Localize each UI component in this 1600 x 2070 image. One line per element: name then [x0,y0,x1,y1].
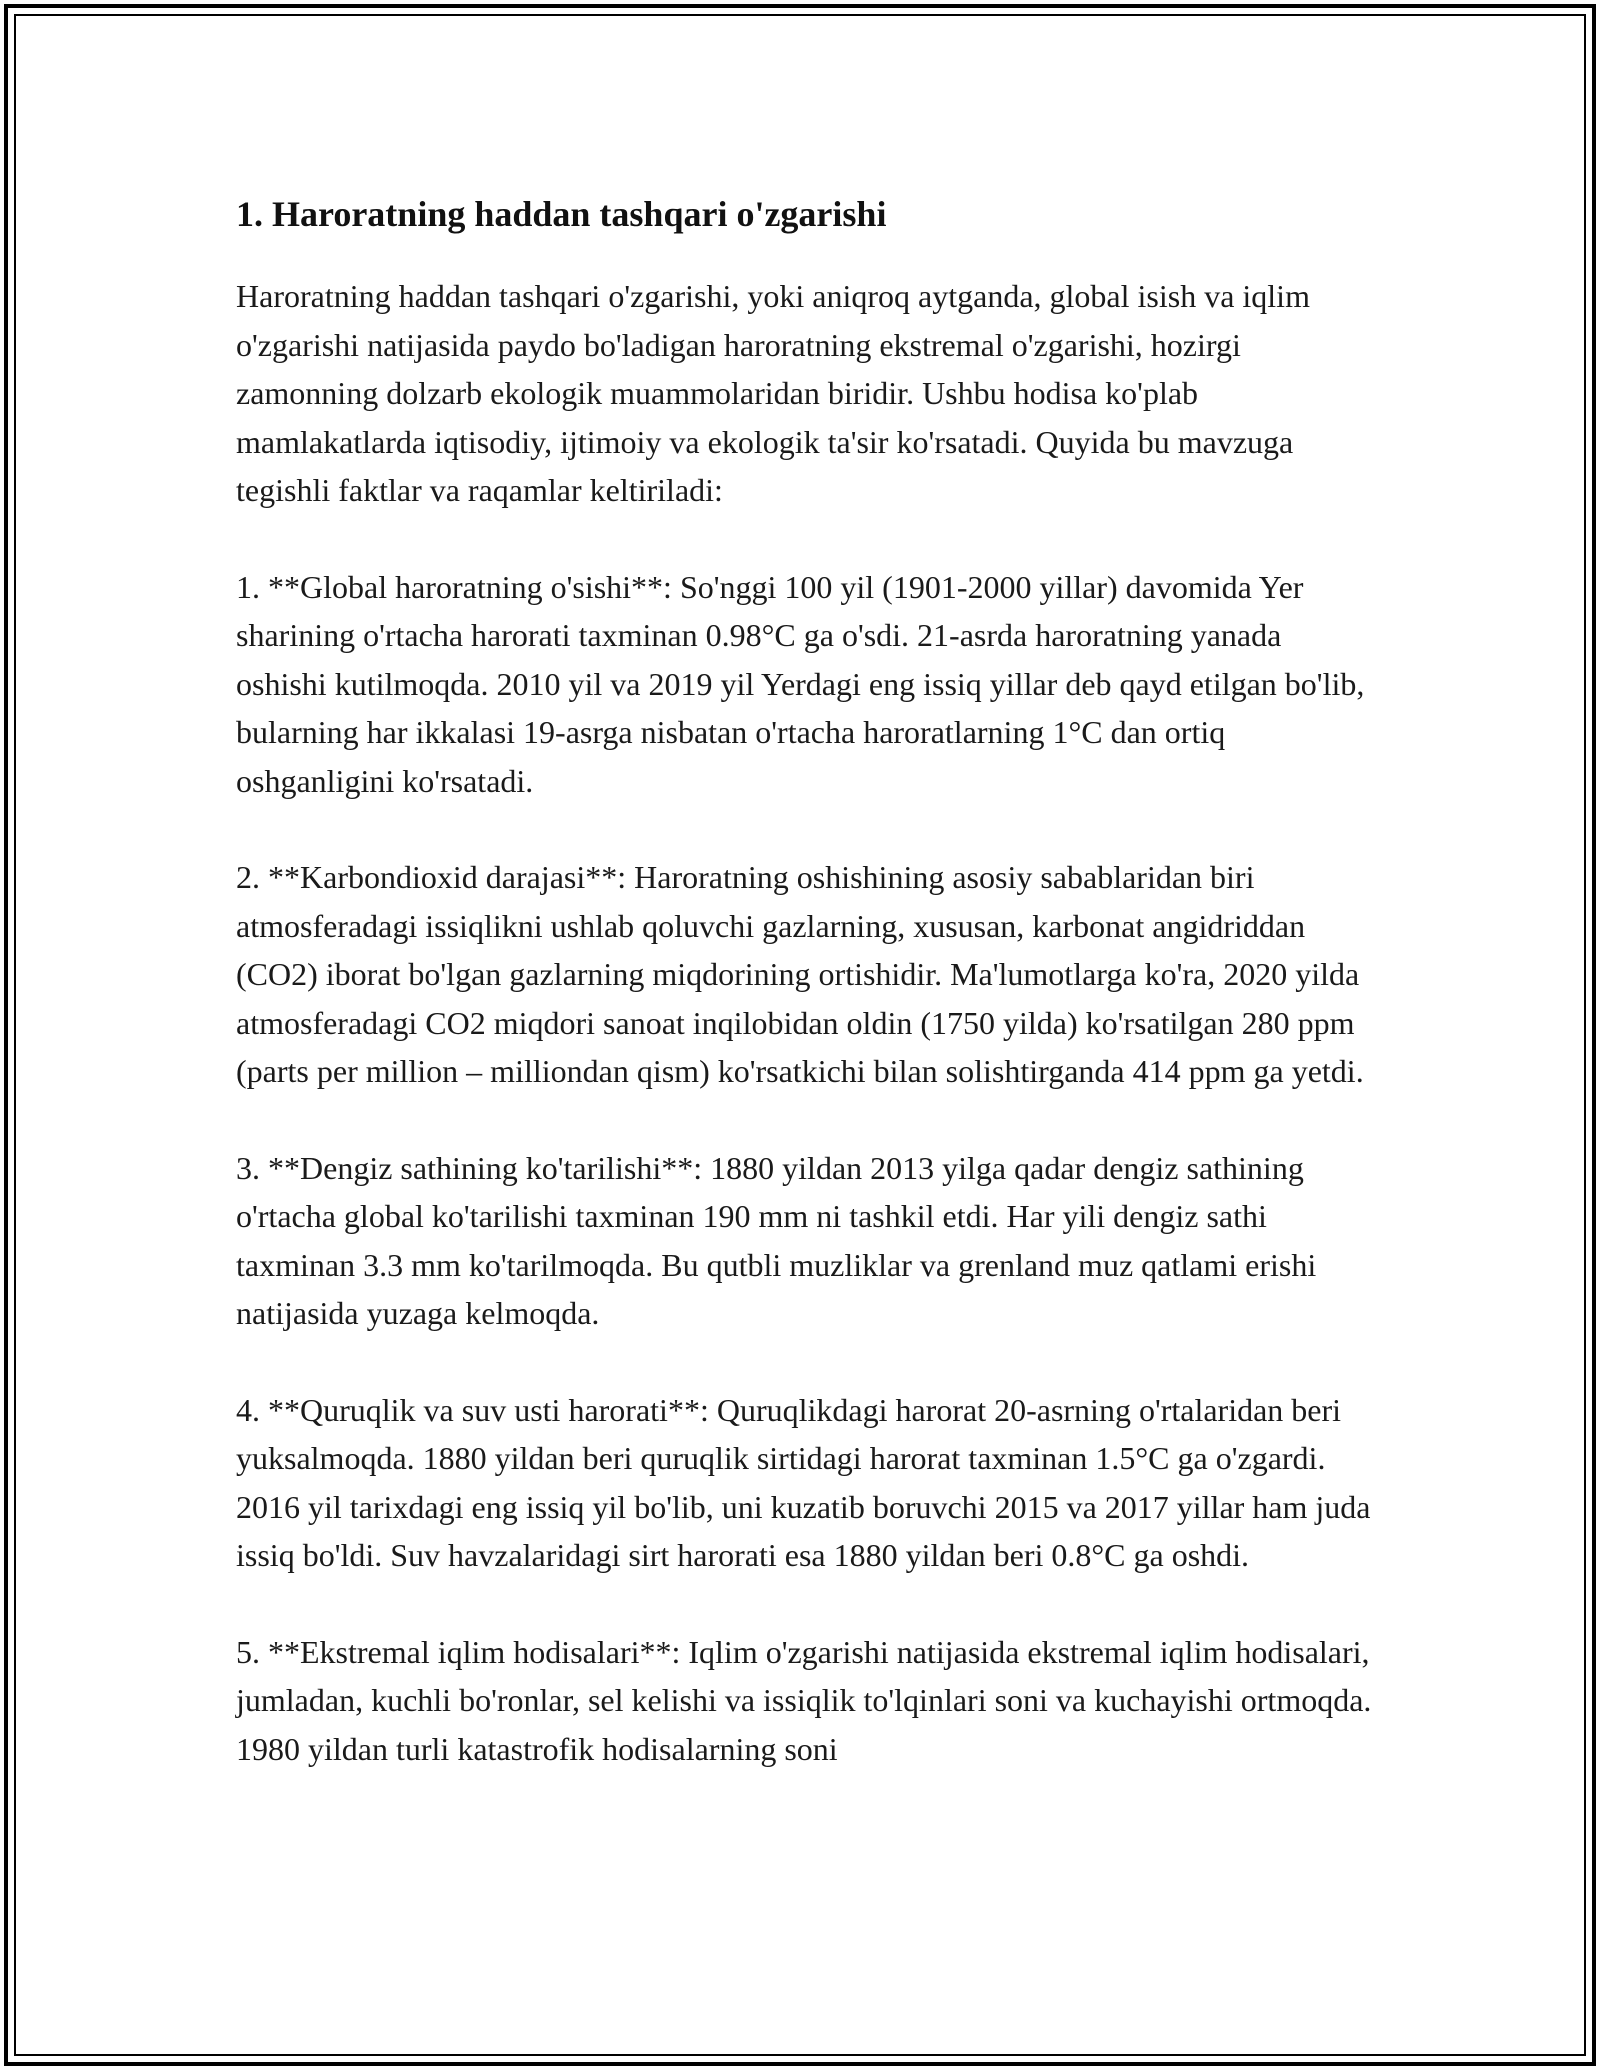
fact-sea-level: 3. **Dengiz sathining ko'tarilishi**: 1880 yildan 2013 yilga qadar dengiz sathining o'rtacha global ko'tarilishi taxminan 190 mm ni tashkil etdi. Har yili dengiz sathi taxminan 3.3 mm ko'tarilmoqda. Bu qutbli muzliklar va grenland muz qatlami erishi natijasida yuzaga kelmoqda. [236,1149,1317,1331]
document-title: 1. Haroratning haddan tashqari o'zgarishi [236,194,887,234]
fact-land-water-temperature: 4. **Quruqlik va suv usti harorati**: Quruqlikdagi harorat 20-asrning o'rtalaridan beri yuksalmoqda. 1880 yildan beri quruqlik sirtidagi harorat taxminan 1.5°C ga o'zgardi. 2016 yil tarixdagi eng issiq yil bo'lib, uni kuzatib boruvchi 2015 va 2017 yillar ham juda issiq bo'ldi. Suv havzalaridagi sirt harorati esa 1880 yildan beri 0.8°C ga oshdi. [236,1391,1371,1573]
fact-global-temperature: 1. **Global haroratning o'sishi**: So'nggi 100 yil (1901-2000 yillar) davomida Yer sharining o'rtacha harorati taxminan 0.98°C ga o'sdi. 21-asrda haroratning yanada oshishi kutilmoqda. 2010 yil va 2019 yil Yerdagi eng issiq yillar deb qayd etilgan bo'lib, bularning har ikkalasi 19-asrga nisbatan o'rtacha haroratlarning 1°C dan ortiq oshganligini ko'rsatadi. [236,568,1365,799]
fact-carbon-dioxide: 2. **Karbondioxid darajasi**: Haroratning oshishining asosiy sabablaridan biri atmosferadagi issiqlikni ushlab qoluvchi gazlarning, xususan, karbonat angidriddan (CO2) iborat bo'lgan gazlarning miqdorining ortishidir. Ma'lumotlarga ko'ra, 2020 yilda atmosferadagi CO2 miqdori sanoat inqilobidan oldin (1750 yilda) ko'rsatilgan 280 ppm (parts per million – milliondan qism) ko'rsatkichi bilan solishtirganda 414 ppm ga yetdi. [236,859,1364,1089]
fact-extreme-events: 5. **Ekstremal iqlim hodisalari**: Iqlim o'zgarishi natijasida ekstremal iqlim hodisalari, jumladan, kuchli bo'ronlar, sel kelishi va issiqlik to'lqinlari soni va kuchayishi ortmoqda. 1980 yildan turli katastrofik hodisalarning soni [236,1633,1372,1767]
document-body [236,186,1376,1821]
intro-paragraph: Haroratning haddan tashqari o'zgarishi, yoki aniqroq aytganda, global isish va iqlim o'zgarishi natijasida paydo bo'ladigan haroratning ekstremal o'zgarishi, hozirgi zamonning dolzarb ekologik muammolaridan biridir. Ushbu hodisa ko'plab mamlakatlarda iqtisodiy, ijtimoiy va ekologik ta'sir ko'rsatadi. Quyida bu mavzuga tegishli faktlar va raqamlar keltiriladi: [236,278,1310,508]
